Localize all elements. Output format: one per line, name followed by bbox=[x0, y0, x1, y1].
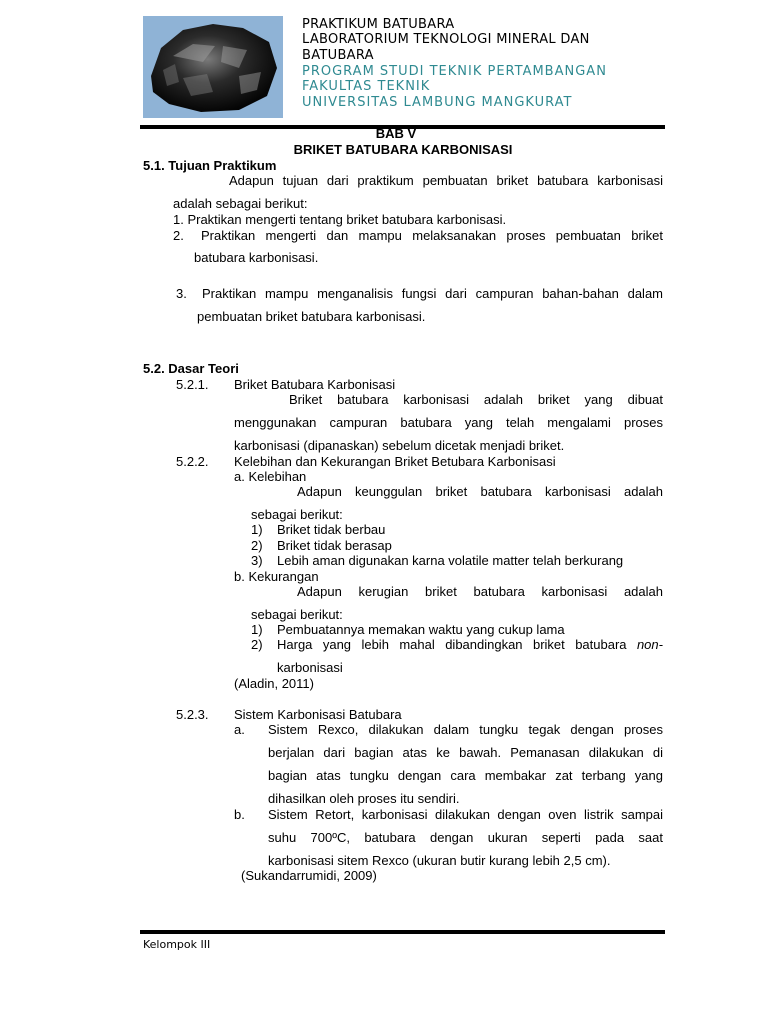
s521-number: 5.2.1. bbox=[176, 377, 209, 392]
citation-sukandarrumidi: (Sukandarrumidi, 2009) bbox=[241, 868, 377, 883]
s51-item-1: 1. Praktikan mengerti tentang briket batubara karbonisasi. bbox=[173, 212, 507, 227]
retort-num: b. bbox=[234, 807, 245, 822]
kekurangan-item-1: Pembuatannya memakan waktu yang cukup lama bbox=[277, 622, 565, 637]
kelebihan-label: a. Kelebihan bbox=[234, 469, 307, 484]
header-line-1: PRAKTIKUM BATUBARA bbox=[302, 17, 455, 32]
kelebihan-para-line-2: sebagai berikut: bbox=[251, 507, 343, 522]
chapter-title: BRIKET BATUBARA KARBONISASI bbox=[293, 142, 513, 157]
kekurangan-item-1-num: 1) bbox=[251, 622, 263, 637]
program-line-2: FAKULTAS TEKNIK bbox=[302, 79, 431, 94]
section-heading-5-2: 5.2. Dasar Teori bbox=[143, 361, 239, 376]
kekurangan-label: b. Kekurangan bbox=[234, 569, 319, 584]
s523-number: 5.2.3. bbox=[176, 707, 209, 722]
s51-intro-line-2: adalah sebagai berikut: bbox=[173, 196, 308, 211]
program-line-1: PROGRAM STUDI TEKNIK PERTAMBANGAN bbox=[302, 64, 607, 79]
program-line-3: UNIVERSITAS LAMBUNG MANGKURAT bbox=[302, 95, 573, 110]
kekurangan-item-2-num: 2) bbox=[251, 637, 263, 652]
header-line-3: BATUBARA bbox=[302, 48, 374, 63]
kelebihan-item-2: Briket tidak berasap bbox=[277, 538, 392, 553]
rexco-line-3: bagian atas tungku dengan cara membakar zat terbang yang bbox=[268, 768, 663, 783]
coal-rock-icon bbox=[143, 16, 283, 118]
kelebihan-para-line-1: Adapun keunggulan briket batubara karbonisasi adalah bbox=[297, 484, 663, 499]
retort-line-3: karbonisasi sitem Rexco (ukuran butir kurang lebih 2,5 cm). bbox=[268, 853, 611, 868]
kekurangan-para-line-1: Adapun kerugian briket batubara karbonisasi adalah bbox=[297, 584, 663, 599]
s51-item-3-line-1: Praktikan mampu menganalisis fungsi dari campuran bahan-bahan dalam bbox=[202, 286, 663, 301]
kekurangan-para-line-2: sebagai berikut: bbox=[251, 607, 343, 622]
kekurangan-item-2-line-2: karbonisasi bbox=[277, 660, 343, 675]
s51-item-2-line-1: Praktikan mengerti dan mampu melaksanakan proses pembuatan briket bbox=[201, 228, 663, 243]
header-line-2: LABORATORIUM TEKNOLOGI MINERAL DAN bbox=[302, 32, 590, 47]
kelebihan-item-1-num: 1) bbox=[251, 522, 263, 537]
s521-para-line-2: menggunakan campuran batubara yang telah mengalami proses bbox=[234, 415, 663, 430]
s523-title: Sistem Karbonisasi Batubara bbox=[234, 707, 402, 722]
retort-line-2: suhu 700ºC, batubara dengan ukuran seperti pada saat bbox=[268, 830, 663, 845]
citation-aladin: (Aladin, 2011) bbox=[234, 676, 314, 691]
footer-text: Kelompok III bbox=[143, 938, 211, 951]
kelebihan-item-1: Briket tidak berbau bbox=[277, 522, 386, 537]
rexco-line-1: Sistem Rexco, dilakukan dalam tungku tegak dengan proses bbox=[268, 722, 663, 737]
footer-divider bbox=[140, 930, 665, 934]
s51-intro-line-1: Adapun tujuan dari praktikum pembuatan briket batubara karbonisasi bbox=[229, 173, 663, 188]
s522-number: 5.2.2. bbox=[176, 454, 209, 469]
rexco-line-2: berjalan dari bagian atas ke bawah. Pemanasan dilakukan di bbox=[268, 745, 663, 760]
kelebihan-item-3: Lebih aman digunakan karna volatile matter telah berkurang bbox=[277, 553, 624, 568]
rexco-line-4: dihasilkan oleh proses itu sendiri. bbox=[268, 791, 460, 806]
s51-item-3-num: 3. bbox=[176, 286, 187, 301]
kekurangan-item-2-emphasis: non- bbox=[636, 637, 663, 652]
kekurangan-item-2-text: Harga yang lebih mahal dibandingkan briket batubara bbox=[277, 637, 627, 652]
section-heading-5-1: 5.1. Tujuan Praktikum bbox=[143, 158, 277, 173]
s51-item-2-line-2: batubara karbonisasi. bbox=[194, 250, 319, 265]
s521-para-line-1: Briket batubara karbonisasi adalah briket yang dibuat bbox=[289, 392, 663, 407]
coal-rock-image bbox=[143, 16, 283, 118]
s51-item-2-num: 2. bbox=[173, 228, 184, 243]
kelebihan-item-3-num: 3) bbox=[251, 553, 263, 568]
s521-para-line-3: karbonisasi (dipanaskan) sebelum dicetak menjadi briket. bbox=[234, 438, 565, 453]
chapter-label: BAB V bbox=[375, 126, 417, 141]
rexco-num: a. bbox=[234, 722, 245, 737]
s51-item-3-line-2: pembuatan briket batubara karbonisasi. bbox=[197, 309, 426, 324]
retort-line-1: Sistem Retort, karbonisasi dilakukan dengan oven listrik sampai bbox=[268, 807, 663, 822]
kelebihan-item-2-num: 2) bbox=[251, 538, 263, 553]
s521-title: Briket Batubara Karbonisasi bbox=[234, 377, 396, 392]
kekurangan-item-2-line-1 bbox=[277, 637, 663, 653]
s522-title: Kelebihan dan Kekurangan Briket Betubara Karbonisasi bbox=[234, 454, 556, 469]
